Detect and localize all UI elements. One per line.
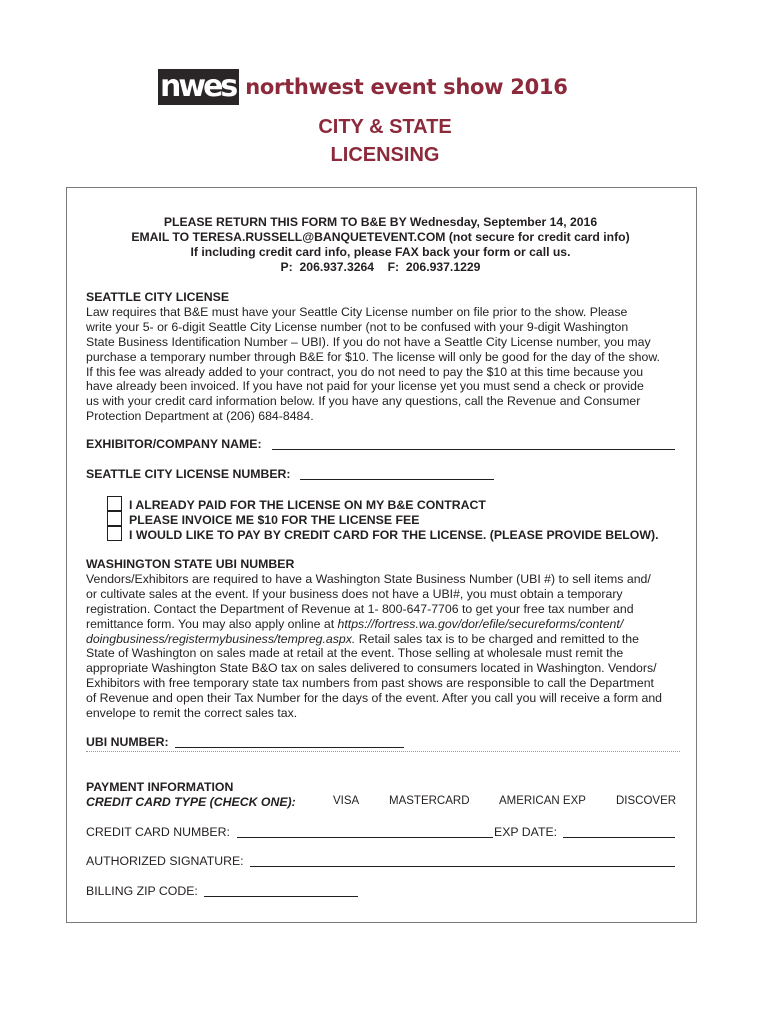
title-line-1: CITY & STATE	[318, 116, 452, 138]
option-invoice-label: PLEASE INVOICE ME $10 FOR THE LICENSE FEE	[129, 513, 420, 527]
exp-date-label: EXP DATE:	[494, 825, 558, 839]
seattle-heading: SEATTLE CITY LICENSE	[86, 290, 230, 304]
return-line-2: EMAIL TO TERESA.RUSSELL@BANQUETEVENT.COM (not secure for credit card info)	[131, 229, 630, 244]
return-line-4: P: 206.937.3264 F: 206.937.1229	[280, 259, 481, 274]
ubi-line: appropriate Washington State B&O tax on sales delivered to consumers located in Washington. Vendors/	[86, 661, 657, 676]
credit-card-checkbox[interactable]	[107, 526, 122, 541]
zip-code-label: BILLING ZIP CODE:	[86, 884, 198, 898]
ubi-line: Vendors/Exhibitors are required to have a Washington State Business Number (UBI #) to sell items and/	[86, 571, 651, 586]
option-paid-label: I ALREADY PAID FOR THE LICENSE ON MY B&E CONTRACT	[129, 498, 486, 512]
seattle-line: purchase a temporary number through B&E for $10. The license will only be good for the day of the show.	[86, 349, 660, 364]
card-type-visa[interactable]: VISA	[333, 795, 360, 807]
ubi-line: envelope to remit the correct sales tax.	[86, 706, 298, 721]
seattle-line: Law requires that B&E must have your Seattle City License number on file prior to the show. Please	[86, 304, 628, 319]
logo-mark: nwes	[158, 69, 239, 105]
seattle-line: State Business Identification Number – UBI). If you do not have a Seattle City License number, you may	[86, 334, 651, 349]
ubi-number-field[interactable]	[175, 735, 404, 748]
seattle-section	[86, 290, 686, 424]
ubi-link-part-1[interactable]: https://fortress.wa.gov/dor/efile/secureforms/content/	[337, 616, 624, 631]
seattle-line: write your 5- or 6-digit Seattle City License number (not to be confused with your 9-digit Washington	[86, 319, 629, 334]
title-line-2: LICENSING	[330, 144, 440, 166]
event-name: northwest event show 2016	[245, 75, 568, 99]
ubi-link-part-2[interactable]: doingbusiness/registermybusiness/tempreg.aspx.	[86, 631, 356, 646]
zip-code-field[interactable]	[204, 884, 358, 897]
card-type-mastercard[interactable]: MASTERCARD	[389, 795, 470, 807]
ubi-line-text: Retail sales tax is to be charged and remitted to the	[355, 631, 639, 646]
company-name-label: EXHIBITOR/COMPANY NAME:	[86, 437, 262, 451]
invoice-checkbox[interactable]	[107, 511, 122, 526]
ubi-line-text: remittance form. You may also apply online at	[86, 616, 338, 631]
card-type-amex[interactable]: AMERICAN EXP	[499, 795, 586, 807]
card-type-discover[interactable]: DISCOVER	[616, 795, 677, 807]
card-number-label: CREDIT CARD NUMBER:	[86, 825, 230, 839]
license-number-field[interactable]	[300, 467, 494, 480]
paid-checkbox[interactable]	[107, 496, 122, 511]
ubi-line: of Revenue and open their Tax Number for the days of the event. After you call you will receive a form and	[86, 691, 662, 706]
license-number-label: SEATTLE CITY LICENSE NUMBER:	[86, 467, 291, 481]
payment-heading: PAYMENT INFORMATION	[86, 780, 234, 794]
page-title	[0, 113, 770, 169]
seattle-line: us with your credit card information below. If you have any questions, call the Revenue and Consumer	[86, 394, 641, 409]
return-line-3: If including credit card info, please FAX back your form or call us.	[190, 244, 571, 259]
section-divider	[86, 751, 680, 752]
signature-field[interactable]	[250, 854, 675, 867]
seattle-line: If this fee was already added to your contract, you do not need to pay the $10 at this time because you	[86, 364, 644, 379]
seattle-line: have already been invoiced. If you have not paid for your license yet you must send a check or provide	[86, 379, 644, 394]
ubi-number-label: UBI NUMBER:	[86, 735, 169, 749]
card-type-label: CREDIT CARD TYPE (CHECK ONE):	[86, 795, 296, 809]
company-name-field[interactable]	[272, 437, 675, 450]
ubi-section	[86, 557, 686, 721]
seattle-line: Protection Department at (206) 684-8484.	[86, 409, 314, 424]
exp-date-field[interactable]	[563, 825, 675, 838]
ubi-line	[86, 617, 686, 632]
ubi-line: registration. Contact the Department of Revenue at 1- 800-647-7706 to get your free tax number and	[86, 601, 634, 616]
return-line-1: PLEASE RETURN THIS FORM TO B&E BY Wednesday, September 14, 2016	[163, 215, 598, 229]
return-instructions	[66, 215, 695, 275]
logo	[158, 68, 568, 106]
ubi-line: State of Washington on sales made at retail at the event. Those selling at wholesale must remit the	[86, 646, 624, 661]
ubi-line	[86, 632, 686, 647]
card-number-field[interactable]	[237, 825, 493, 838]
option-credit-card-label: I WOULD LIKE TO PAY BY CREDIT CARD FOR THE LICENSE. (PLEASE PROVIDE BELOW).	[129, 528, 659, 542]
ubi-heading: WASHINGTON STATE UBI NUMBER	[86, 557, 295, 571]
ubi-line: Exhibitors with free temporary state tax numbers from past shows are responsible to call the Department	[86, 676, 654, 691]
ubi-line: or cultivate sales at the event. If your business does not have a UBI#, you must obtain a temporary	[86, 586, 623, 601]
signature-label: AUTHORIZED SIGNATURE:	[86, 854, 244, 868]
